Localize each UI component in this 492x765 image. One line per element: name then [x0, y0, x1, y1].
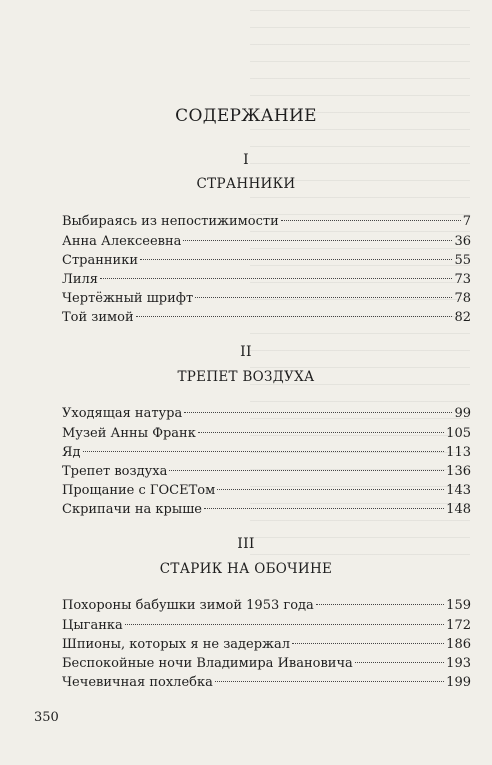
toc-entry — [62, 596, 471, 616]
toc-title: СОДЕРЖАНИЕ — [175, 106, 317, 126]
page-number: 350 — [34, 710, 59, 725]
dot-leader — [140, 259, 452, 260]
dot-leader — [281, 220, 461, 221]
entry-title: Шпионы, которых я не задержал — [62, 637, 291, 652]
entry-page: 78 — [454, 291, 471, 306]
entry-page: 7 — [462, 214, 471, 229]
section-number: II — [240, 344, 252, 360]
dot-leader — [183, 240, 452, 241]
toc-entry — [62, 654, 471, 674]
entry-page: 136 — [446, 464, 471, 479]
dot-leader — [204, 508, 444, 509]
dot-leader — [100, 278, 452, 279]
entry-title: Лиля — [62, 272, 98, 287]
toc-entry — [62, 500, 471, 520]
dot-leader — [184, 412, 452, 413]
entry-page: 99 — [454, 406, 471, 421]
section-title: СТАРИК НА ОБОЧИНЕ — [159, 561, 333, 577]
entry-title: Выбираясь из непостижимости — [62, 214, 279, 229]
entry-page: 199 — [446, 675, 471, 690]
dot-leader — [83, 451, 445, 452]
toc-entry — [62, 251, 471, 271]
entry-page: 113 — [446, 445, 471, 460]
entry-page: 193 — [446, 656, 471, 671]
toc-entry — [62, 424, 471, 444]
entry-title: Уходящая натура — [62, 406, 183, 421]
entry-page: 73 — [454, 272, 471, 287]
entry-page: 105 — [446, 426, 471, 441]
dot-leader — [316, 604, 444, 605]
dot-leader — [355, 662, 444, 663]
section-number: I — [243, 152, 249, 168]
dot-leader — [217, 489, 444, 490]
dot-leader — [195, 297, 452, 298]
entry-title: Анна Алексеевна — [62, 234, 182, 249]
entry-page: 143 — [446, 483, 471, 498]
entry-page: 36 — [454, 234, 471, 249]
entry-page: 172 — [446, 618, 471, 633]
toc-entry — [62, 404, 471, 424]
dot-leader — [292, 643, 444, 644]
entry-page: 55 — [454, 253, 471, 268]
dot-leader — [169, 470, 444, 471]
entry-title: Той зимой — [62, 310, 134, 325]
toc-entry — [62, 481, 471, 501]
entry-page: 159 — [446, 598, 471, 613]
entry-title: Беспокойные ночи Владимира Ивановича — [62, 656, 353, 671]
dot-leader — [215, 681, 444, 682]
entry-title: Прощание с ГОСЕТом — [62, 483, 216, 498]
entry-title: Трепет воздуха — [62, 464, 168, 479]
toc-entry — [62, 616, 471, 636]
toc-entry — [62, 462, 471, 482]
toc-entry — [62, 232, 471, 252]
toc-entry — [62, 270, 471, 290]
entry-title: Цыганка — [62, 618, 123, 633]
dot-leader — [136, 316, 453, 317]
toc-entry — [62, 673, 471, 693]
toc-entry — [62, 308, 471, 328]
entry-title: Музей Анны Франк — [62, 426, 196, 441]
section-number: III — [237, 536, 255, 552]
section-title: СТРАННИКИ — [196, 176, 296, 192]
section-title: ТРЕПЕТ ВОЗДУХА — [177, 369, 315, 385]
entry-title: Чертёжный шрифт — [62, 291, 194, 306]
dot-leader — [125, 624, 444, 625]
dot-leader — [198, 432, 444, 433]
entry-title: Яд — [62, 445, 81, 460]
entry-page: 148 — [446, 502, 471, 517]
entry-page: 186 — [446, 637, 471, 652]
entry-page: 82 — [454, 310, 471, 325]
entry-title: Скрипачи на крыше — [62, 502, 202, 517]
entry-title: Чечевичная похлебка — [62, 675, 213, 690]
toc-entry — [62, 289, 471, 309]
entry-title: Похороны бабушки зимой 1953 года — [62, 598, 314, 613]
entry-title: Странники — [62, 253, 138, 268]
toc-entry — [62, 443, 471, 463]
toc-entry — [62, 212, 471, 232]
toc-entry — [62, 635, 471, 655]
